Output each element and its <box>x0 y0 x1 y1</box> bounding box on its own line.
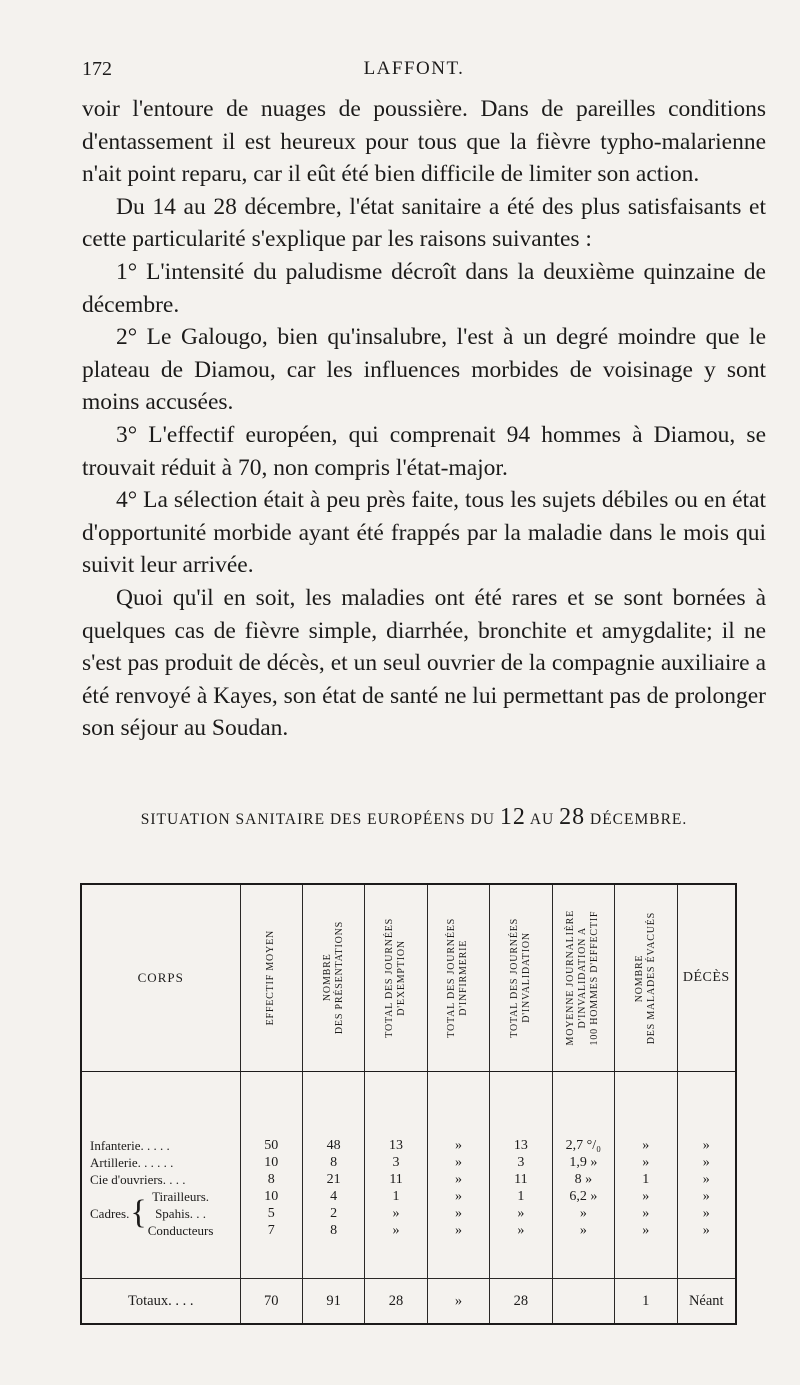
header-exemption: TOTAL DES JOURNÉES D'EXEMPTION <box>365 885 427 1072</box>
header-infirmerie: TOTAL DES JOURNÉES D'INFIRMERIE <box>427 885 489 1072</box>
paragraph: 3° L'effectif européen, qui comprenait 94 hommes à Diamou, se trouvait réduit à 70, non compris l'état-major. <box>82 421 766 481</box>
spacer-row <box>82 1239 735 1279</box>
header-effectif: EFFECTIF MOYEN <box>240 885 302 1072</box>
brace-glyph: { <box>130 1194 147 1231</box>
table-row: Infanterie. . . . . 50 48 13 » 13 2,7 °/₀ » » <box>82 1137 735 1154</box>
table-row-cadres: Cadres. { Tirailleurs. Spahis. . . Conducteurs 10 5 7 4 2 8 1 » » » » » 1 » » 6,2 » » » » » » » » » <box>82 1188 735 1239</box>
header-deces: DÉCÈS <box>677 885 735 1072</box>
sanitary-table <box>80 883 737 1325</box>
paragraph: 2° Le Galougo, bien qu'insalubre, l'est à un degré moindre que le plateau de Diamou, car les influences morbides de voisinage y sont moins accusées. <box>82 324 766 416</box>
page-header <box>82 58 746 88</box>
table-row: Cie d'ouvriers. . . . 8 21 11 » 11 8 » 1 » <box>82 1171 735 1188</box>
spacer-row <box>82 1072 735 1137</box>
paragraph: voir l'entoure de nuages de poussière. Dans de pareilles conditions d'entassement il est heureux pour tous que la fièvre typho-malarienne n'ait point reparu, car il eût été bien difficile de limiter son action. <box>82 96 766 188</box>
header-evacues: NOMBRE DES MALADES ÉVACUÉS <box>615 885 677 1072</box>
header-presentations: NOMBRE DES PRÉSENTATIONS <box>302 885 364 1072</box>
table-header-row <box>82 885 735 1072</box>
page-number: 172 <box>82 58 112 80</box>
header-invalidation: TOTAL DES JOURNÉES D'INVALIDATION <box>490 885 552 1072</box>
totals-row: Totaux. . . . 70 91 28 » 28 1 Néant <box>82 1279 735 1324</box>
header-moyenne: MOYENNE JOURNALIÈRE D'INVALIDATION A 100 HOMMES D'EFFECTIF <box>552 885 614 1072</box>
paragraph: 1° L'intensité du paludisme décroît dans la deuxième quinzaine de décembre. <box>82 258 766 318</box>
paragraph: Du 14 au 28 décembre, l'état sanitaire a été des plus satisfaisants et cette particularité s'explique par les raisons suivantes : <box>82 193 766 253</box>
table-row: Artillerie. . . . . . 10 8 3 » 3 1,9 » » » <box>82 1154 735 1171</box>
cadres-group: Cadres. { Tirailleurs. Spahis. . . Conducteurs <box>82 1188 240 1239</box>
running-head: LAFFONT. <box>363 58 465 79</box>
paragraph: Quoi qu'il en soit, les maladies ont été rares et se sont bornées à quelques cas de fièvre simple, diarrhée, bronchite et amygdalite; il ne s'est pas produit de décès, et un seul ouvrier de la compagnie auxiliaire a été renvoyé à Kayes, son état de santé ne lui permettant pas de prolonger son séjour au Soudan. <box>82 584 766 742</box>
body-text <box>82 93 766 745</box>
paragraph: 4° La sélection était à peu près faite, tous les sujets débiles ou en état d'opportunité morbide ayant été frappés par la maladie dans le mois qui suivit leur arrivée. <box>82 487 766 579</box>
header-corps: CORPS <box>82 885 240 1072</box>
cadres-label: Cadres. <box>90 1205 130 1221</box>
table-title: SITUATION SANITAIRE DES EUROPÉENS DU 12 AU 28 DÉCEMBRE. <box>140 804 688 830</box>
